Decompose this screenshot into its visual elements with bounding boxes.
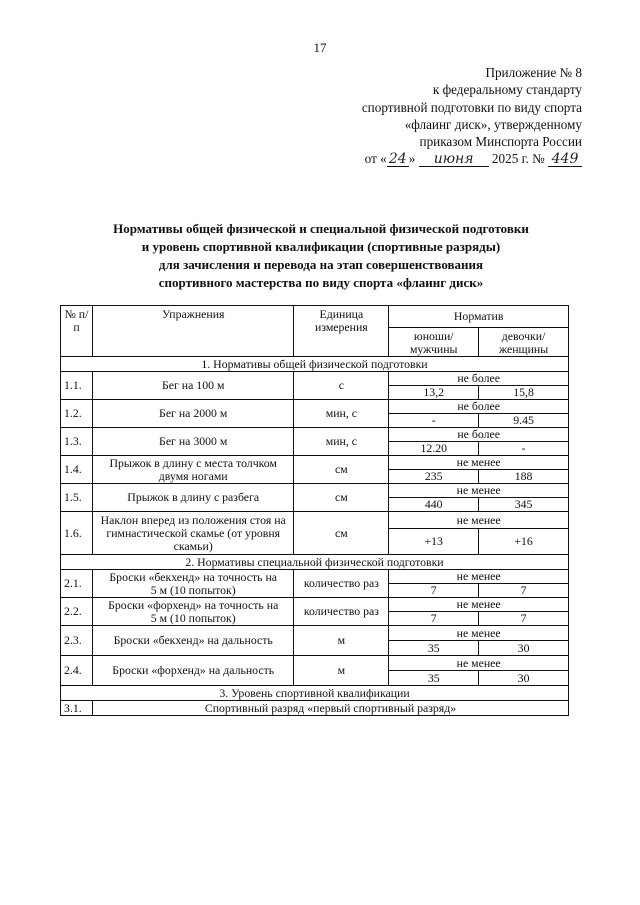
row-unit: мин, с (294, 400, 389, 428)
row-unit: см (294, 456, 389, 484)
row-unit: количество раз (294, 570, 389, 598)
row-female-value: - (479, 442, 569, 456)
date-mid: » (408, 151, 416, 167)
row-female-value: 7 (479, 612, 569, 626)
row-norm-type: не менее (389, 656, 569, 671)
row-num: 2.2. (61, 598, 93, 626)
row-male-value: 13,2 (389, 386, 479, 400)
row-exercise: Бег на 3000 м (92, 428, 294, 456)
row-norm-type: не менее (389, 570, 569, 584)
row-norm-type: не менее (389, 456, 569, 470)
title-line: для зачисления и перевода на этап совершенствования (158, 257, 484, 272)
row-female-value: 30 (479, 671, 569, 686)
row-num: 2.1. (61, 570, 93, 598)
appendix-line: спортивной подготовки по виду спорта (361, 99, 582, 115)
header-unit: Единица измерения (294, 306, 389, 357)
appendix-line: к федеральному стандарту (432, 82, 582, 98)
header-male: юноши/ мужчины (389, 328, 479, 357)
row-exercise: Прыжок в длину с разбега (92, 484, 294, 512)
document-title (80, 220, 562, 292)
row-exercise: Броски «форхенд» на дальность (92, 656, 294, 686)
row-unit: см (294, 512, 389, 555)
row-female-value: 188 (479, 470, 569, 484)
row-male-value: +13 (389, 529, 479, 555)
section-heading: 1. Нормативы общей физической подготовки (61, 357, 569, 372)
header-exercise: Упражнения (92, 306, 294, 357)
date-prefix: от « (364, 151, 387, 167)
row-norm-type: не менее (389, 512, 569, 529)
row-num: 1.6. (61, 512, 93, 555)
row-exercise: Броски «бекхенд» на точность на 5 м (10 попыток) (92, 570, 294, 598)
date-year: 2025 г. № (491, 151, 545, 167)
row-male-value: 12.20 (389, 442, 479, 456)
row-unit: количество раз (294, 598, 389, 626)
row-female-value: 30 (479, 641, 569, 656)
page-number: 17 (313, 40, 327, 55)
row-norm-type: не более (389, 400, 569, 414)
date-day-handwritten: 24 (387, 152, 409, 167)
row-male-value: 35 (389, 671, 479, 686)
header-norm: Норматив (389, 306, 569, 328)
row-female-value: +16 (479, 529, 569, 555)
row-num: 1.1. (61, 372, 93, 400)
row-num: 1.3. (61, 428, 93, 456)
appendix-line: Приложение № 8 (485, 65, 582, 80)
title-line: Нормативы общей физической и специальной физической подготовки (113, 221, 529, 236)
row-female-value: 7 (479, 584, 569, 598)
row-unit: м (294, 656, 389, 686)
row-male-value: 440 (389, 498, 479, 512)
row-norm-type: не менее (389, 626, 569, 641)
header-num: № п/п (61, 306, 93, 357)
row-num: 1.2. (61, 400, 93, 428)
appendix-line: «флаинг диск», утвержденному (404, 116, 582, 132)
standards-table (60, 305, 569, 716)
row-exercise: Наклон вперед из положения стоя на гимнастической скамье (от уровня скамьи) (92, 512, 294, 555)
row-female-value: 9.45 (479, 414, 569, 428)
row-exercise: Бег на 100 м (92, 372, 294, 400)
appendix-block (320, 64, 582, 168)
section-heading: 3. Уровень спортивной квалификации (61, 686, 569, 701)
row-exercise: Бег на 2000 м (92, 400, 294, 428)
row-unit: см (294, 484, 389, 512)
row-num: 1.5. (61, 484, 93, 512)
order-number-handwritten: 449 (548, 152, 582, 167)
row-norm-type: не более (389, 372, 569, 386)
row-norm-type: не более (389, 428, 569, 442)
row-num: 2.3. (61, 626, 93, 656)
title-line: спортивного мастерства по виду спорта «флаинг диск» (158, 275, 484, 290)
row-unit: м (294, 626, 389, 656)
row-norm-type: не менее (389, 484, 569, 498)
row-num: 1.4. (61, 456, 93, 484)
row-num: 3.1. (61, 701, 93, 716)
row-female-value: 15,8 (479, 386, 569, 400)
appendix-line: приказом Минспорта России (419, 134, 582, 150)
header-female: девочки/ женщины (479, 328, 569, 357)
row-male-value: 7 (389, 584, 479, 598)
row-unit: мин, с (294, 428, 389, 456)
title-line: и уровень спортивной квалификации (спортивные разряды) (141, 239, 501, 254)
row-male-value: 7 (389, 612, 479, 626)
row-norm-type: не менее (389, 598, 569, 612)
row-num: 2.4. (61, 656, 93, 686)
appendix-date-line (320, 150, 582, 167)
row-female-value: 345 (479, 498, 569, 512)
row-unit: с (294, 372, 389, 400)
row-exercise: Броски «форхенд» на точность на 5 м (10 попыток) (92, 598, 294, 626)
row-male-value: 35 (389, 641, 479, 656)
row-exercise: Спортивный разряд «первый спортивный разряд» (92, 701, 568, 716)
row-male-value: 235 (389, 470, 479, 484)
date-month-handwritten: июня (419, 152, 489, 167)
row-male-value: - (389, 414, 479, 428)
row-exercise: Броски «бекхенд» на дальность (92, 626, 294, 656)
section-heading: 2. Нормативы специальной физической подготовки (61, 555, 569, 570)
row-exercise: Прыжок в длину с места толчком двумя ногами (92, 456, 294, 484)
